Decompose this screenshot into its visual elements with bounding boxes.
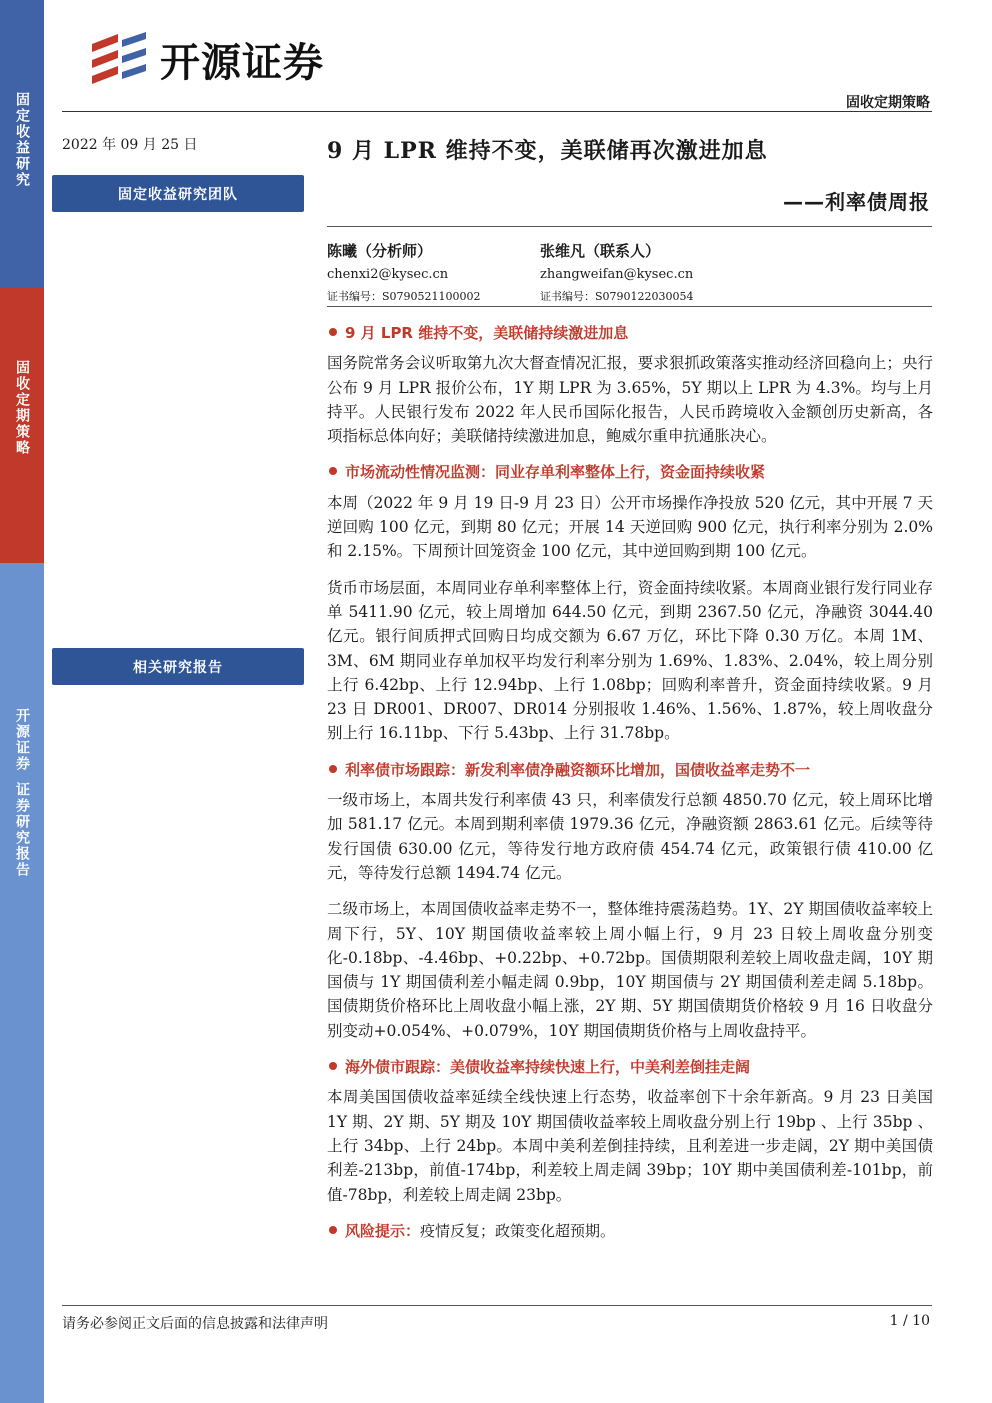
paragraph: 本周（2022 年 9 月 19 日-9 月 23 日）公开市场操作净投放 520 亿元，其中开展 7 天逆回购 100 亿元，到期 80 亿元；开展 14 天逆回购 900 亿元，执行利率分别为 2.0%和 2.15%。下周预计回笼资金 100 亿元，其中逆回购到期 100 亿元。 <box>327 493 933 561</box>
section-heading: 9 月 LPR 维持不变，美联储持续激进加息 <box>327 321 933 345</box>
risk-text: 疫情反复；政策变化超预期。 <box>420 1221 616 1240</box>
footer-disclaimer: 请务必参阅正文后面的信息披露和法律声明 <box>62 1316 328 1332</box>
risk-note <box>327 1219 933 1243</box>
author-card <box>540 240 750 304</box>
sidebar-bottom-label <box>12 708 32 1403</box>
sidebar-top-band <box>0 0 44 288</box>
paragraph: 货币市场层面，本周同业存单利率整体上行，资金面持续收紧。本周商业银行发行同业存单 5411.90 亿元，较上周增加 644.50 亿元，到期 2367.50 亿元，净融资 3044.40 亿元。银行间质押式回购日均成交额为 6.67 万亿，环比下降 0.30 万亿。本周 1M、3M、6M 期同业存单加权平均发行利率分别为 1.69%、1.83%、2.04%，较上周分别上行 6.42bp、上行 12.94bp、上行 1.08bp；回购利率普升，资金面持续收紧。9 月 23 日 DR001、DR007、DR014 分别报收 1.46%、1.56%、1.87%，较上周收盘分别上行 16.11bp、下行 5.43bp、上行 31.78bp。 <box>327 578 933 743</box>
risk-label: 风险提示： <box>345 1221 421 1240</box>
sidebar-middle-band <box>0 288 44 563</box>
paragraph: 一级市场上，本周共发行利率债 43 只，利率债发行总额 4850.70 亿元，较上周环比增加 581.17 亿元。本周到期利率债 1979.36 亿元，净融资额 2863.61 亿元。后续等待发行国债 630.00 亿元，等待发行地方政府债 454.74 亿元，政策银行债 410.00 亿元，等待发行总额 1494.74 亿元。 <box>327 791 933 882</box>
title-divider <box>327 226 932 227</box>
author-cert: 证书编号：S0790521100002 <box>327 290 481 303</box>
section <box>327 1055 933 1207</box>
header-category: 固收定期策略 <box>846 95 930 111</box>
report-body <box>327 319 933 1249</box>
report-date: 2022 年 09 月 25 日 <box>62 137 198 153</box>
section-heading: 利率债市场跟踪：新发利率债净融资额环比增加，国债收益率走势不一 <box>327 758 933 782</box>
author-email[interactable]: chenxi2@kysec.cn <box>327 267 449 282</box>
author-card <box>327 240 537 304</box>
sidebar-top-label: 固定收益研究 <box>14 92 30 188</box>
author-divider <box>327 306 932 307</box>
bullet-dot-icon <box>329 1226 337 1234</box>
section-heading: 市场流动性情况监测：同业存单利率整体上行，资金面持续收紧 <box>327 460 933 484</box>
author-name: 张维凡（联系人） <box>540 242 661 260</box>
author-name: 陈曦（分析师） <box>327 242 433 260</box>
footer-divider <box>62 1305 932 1306</box>
sidebar-bottom-label-1: 开源证券 <box>14 708 30 772</box>
author-cert: 证书编号：S0790122030054 <box>540 290 694 303</box>
report-subtitle: ——利率债周报 <box>783 190 930 214</box>
paragraph: 本周美国国债收益率延续全线快速上行态势，收益率创下十余年新高。9 月 23 日美国 1Y 期、2Y 期、5Y 期及 10Y 期国债收益率较上周收盘分别上行 19bp 、上行 35bp 、上行 34bp、上行 24bp。本周中美利差倒挂持续，且利差进一步走阔，2Y 期中美国债利差-213bp，前值-174bp，利差较上周走阔 39bp；10Y 期中美国债利差-101bp，前值-78bp，利差较上周走阔 23bp。 <box>327 1088 933 1204</box>
bullet-dot-icon <box>329 467 337 475</box>
brand-mark-icon <box>88 30 150 88</box>
page-number: 1 / 10 <box>889 1313 930 1329</box>
section <box>327 321 933 448</box>
section <box>327 460 933 745</box>
report-title: 9 月 LPR 维持不变，美联储再次激进加息 <box>327 138 768 164</box>
team-label-box: 固定收益研究团队 <box>52 175 304 212</box>
section <box>327 758 933 1043</box>
section-heading: 海外债市跟踪：美债收益率持续快速上行，中美利差倒挂走阔 <box>327 1055 933 1079</box>
paragraph: 国务院常务会议听取第九次大督查情况汇报，要求狠抓政策落实推动经济回稳向上；央行公布 9 月 LPR 报价公布，1Y 期 LPR 为 3.65%，5Y 期以上 LPR 为 4.3%。均与上月持平。人民银行发布 2022 年人民币国际化报告，人民币跨境收入金额创历史新高，各项指标总体向好；美联储持续激进加息，鲍威尔重申抗通胀决心。 <box>327 354 933 446</box>
paragraph: 二级市场上，本周国债收益率走势不一，整体维持震荡趋势。1Y、2Y 期国债收益率较上周下行，5Y、10Y 期国债收益率较上周小幅上行，9 月 23 日较上周收盘分别变化-0.18bp、-4.46bp、+0.22bp、+0.72bp。国债期限利差较上周收盘走阔，10Y 期国债与 1Y 期国债利差小幅走阔 0.9bp，10Y 期国债与 2Y 期国债利差走阔 5.18bp。国债期货价格环比上周收盘小幅上涨，2Y 期、5Y 期国债期货价格较 9 月 16 日收盘分别变动+0.054%、+0.079%，10Y 期国债期货价格与上周收盘持平。 <box>327 900 933 1040</box>
brand-logo <box>88 30 324 88</box>
bullet-dot-icon <box>329 765 337 773</box>
author-email[interactable]: zhangweifan@kysec.cn <box>540 267 694 282</box>
sidebar-middle-label: 固收定期策略 <box>14 360 30 456</box>
sidebar-bottom-band <box>0 563 44 1403</box>
related-reports-box[interactable]: 相关研究报告 <box>52 648 304 685</box>
bullet-dot-icon <box>329 1062 337 1070</box>
brand-name: 开源证券 <box>160 39 324 86</box>
header-divider <box>62 111 932 112</box>
sidebar-bottom-label-2: 证券研究报告 <box>14 782 30 878</box>
bullet-dot-icon <box>329 328 337 336</box>
